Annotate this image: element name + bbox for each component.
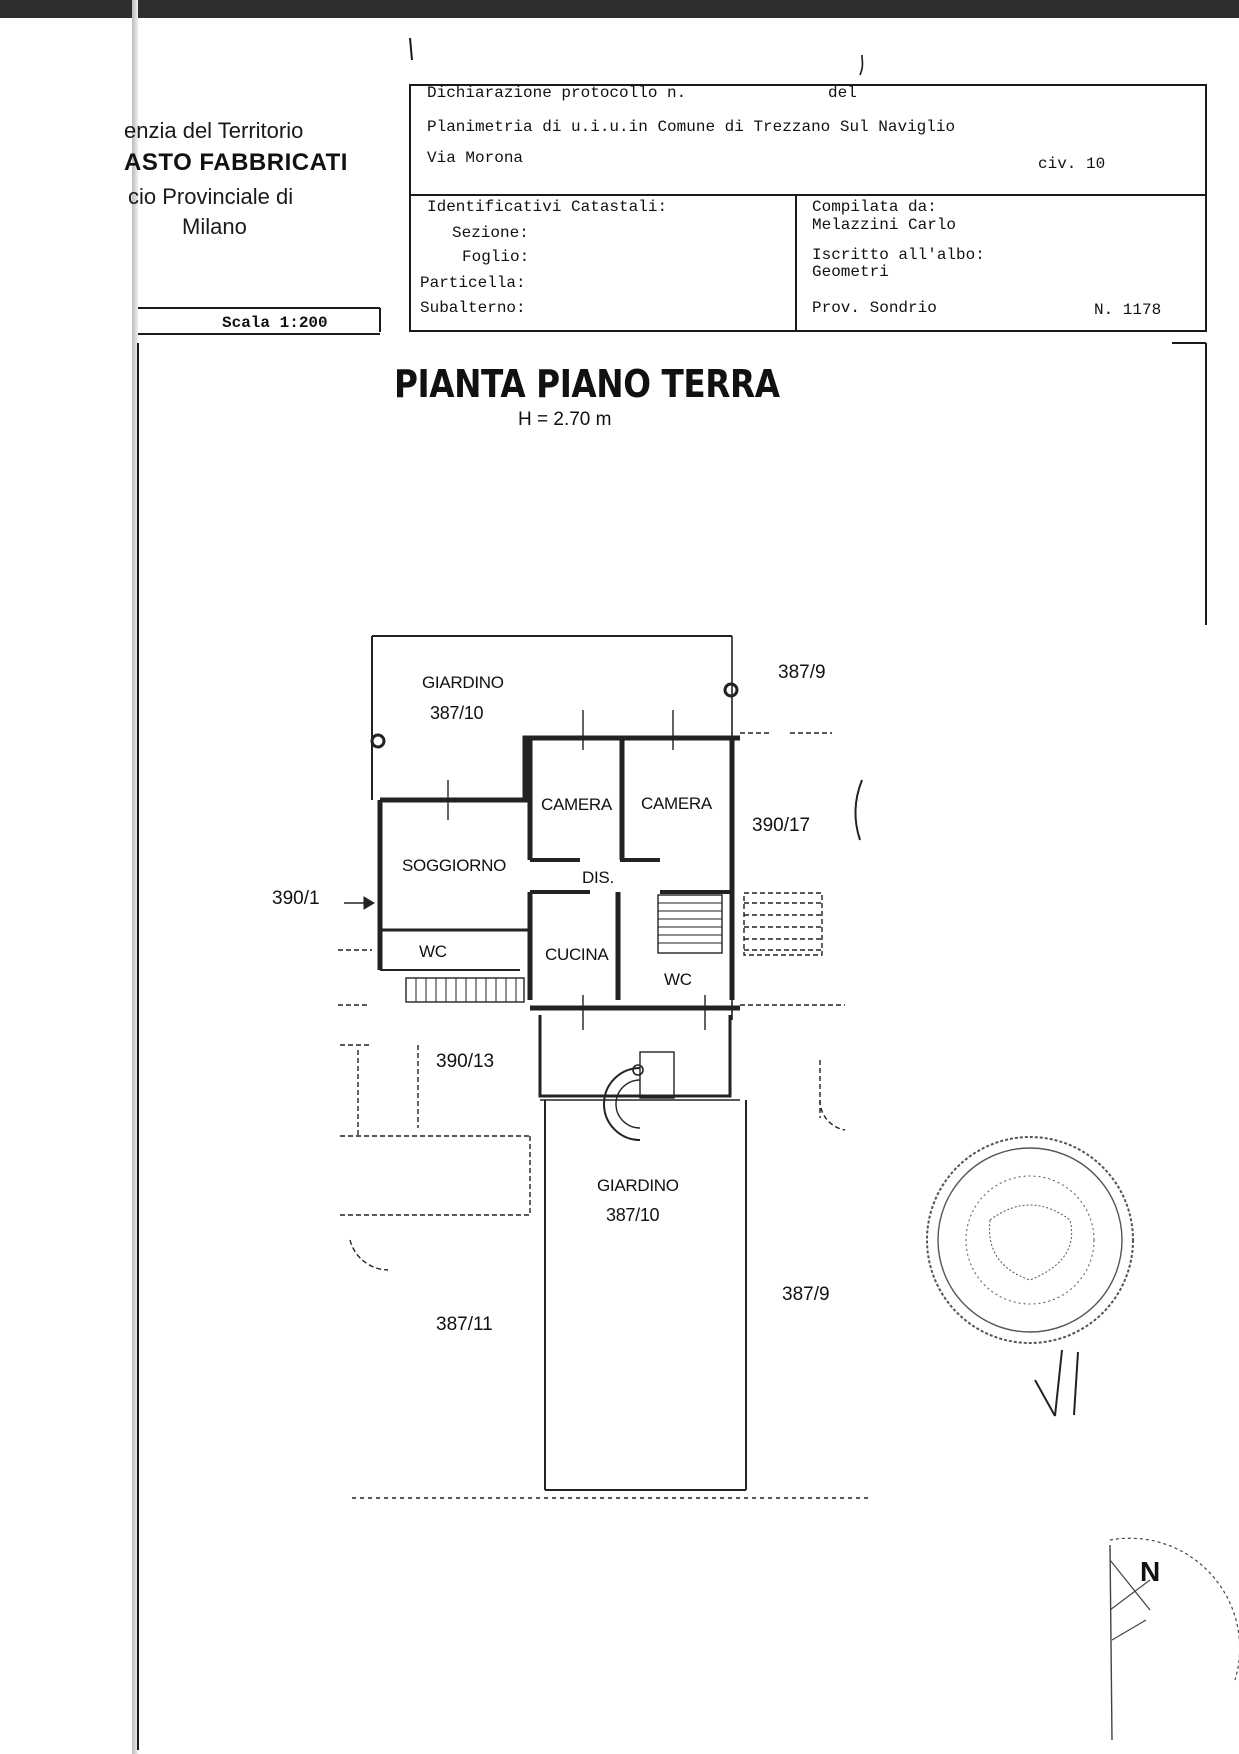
parcel-387-9-top: 387/9 — [778, 662, 826, 683]
declaration-label: Dichiarazione protocollo n. — [427, 84, 687, 102]
plan-title: PIANTA PIANO TERRA — [394, 362, 780, 406]
agency-line-1: enzia del Territorio — [124, 118, 304, 143]
room-dis: DIS. — [582, 868, 614, 887]
room-garden-bottom-ref: 387/10 — [606, 1205, 660, 1225]
north-label: N — [1140, 1556, 1161, 1587]
subalterno-label: Subalterno: — [420, 299, 526, 317]
identifiers-heading: Identificativi Catastali: — [427, 198, 668, 216]
room-cucina: CUCINA — [545, 945, 609, 964]
planimetry-label: Planimetria di u.i.u.in Comune di Trezzano Sul Naviglio — [427, 118, 956, 136]
room-garden-bottom: GIARDINO — [597, 1176, 679, 1195]
room-garden-top-ref: 387/10 — [430, 703, 484, 723]
agency-line-4: Milano — [182, 214, 247, 239]
particella-label: Particella: — [420, 274, 526, 292]
province: Prov. Sondrio — [812, 299, 937, 317]
plan-height: H = 2.70 m — [518, 409, 612, 430]
foglio-label: Foglio: — [462, 248, 530, 266]
scale-label: Scala 1:200 — [222, 314, 328, 332]
agency-line-2: ASTO FABBRICATI — [124, 149, 348, 176]
room-camera-2: CAMERA — [641, 794, 712, 813]
parcel-387-11: 387/11 — [436, 1314, 493, 1335]
compiled-by-label: Compilata da: — [812, 198, 937, 216]
sezione-label: Sezione: — [452, 224, 529, 242]
room-garden-top: GIARDINO — [422, 673, 504, 692]
agency-line-3: cio Provinciale di — [128, 184, 294, 209]
room-wc-1: WC — [419, 942, 447, 961]
register-number: N. 1178 — [1094, 301, 1162, 319]
civic-number: civ. 10 — [1038, 155, 1106, 173]
parcel-390-1: 390/1 — [272, 888, 320, 909]
declaration-del: del — [828, 84, 857, 102]
parcel-387-9-bottom: 387/9 — [782, 1284, 830, 1305]
profession: Geometri — [812, 263, 889, 281]
compiler-name: Melazzini Carlo — [812, 216, 957, 234]
registered-label: Iscritto all'albo: — [812, 246, 985, 264]
parcel-390-13: 390/13 — [436, 1051, 495, 1072]
room-soggiorno: SOGGIORNO — [402, 856, 507, 875]
parcel-390-17: 390/17 — [752, 815, 811, 836]
room-camera-1: CAMERA — [541, 795, 612, 814]
street-label: Via Morona — [427, 149, 524, 167]
room-wc-2: WC — [664, 970, 692, 989]
